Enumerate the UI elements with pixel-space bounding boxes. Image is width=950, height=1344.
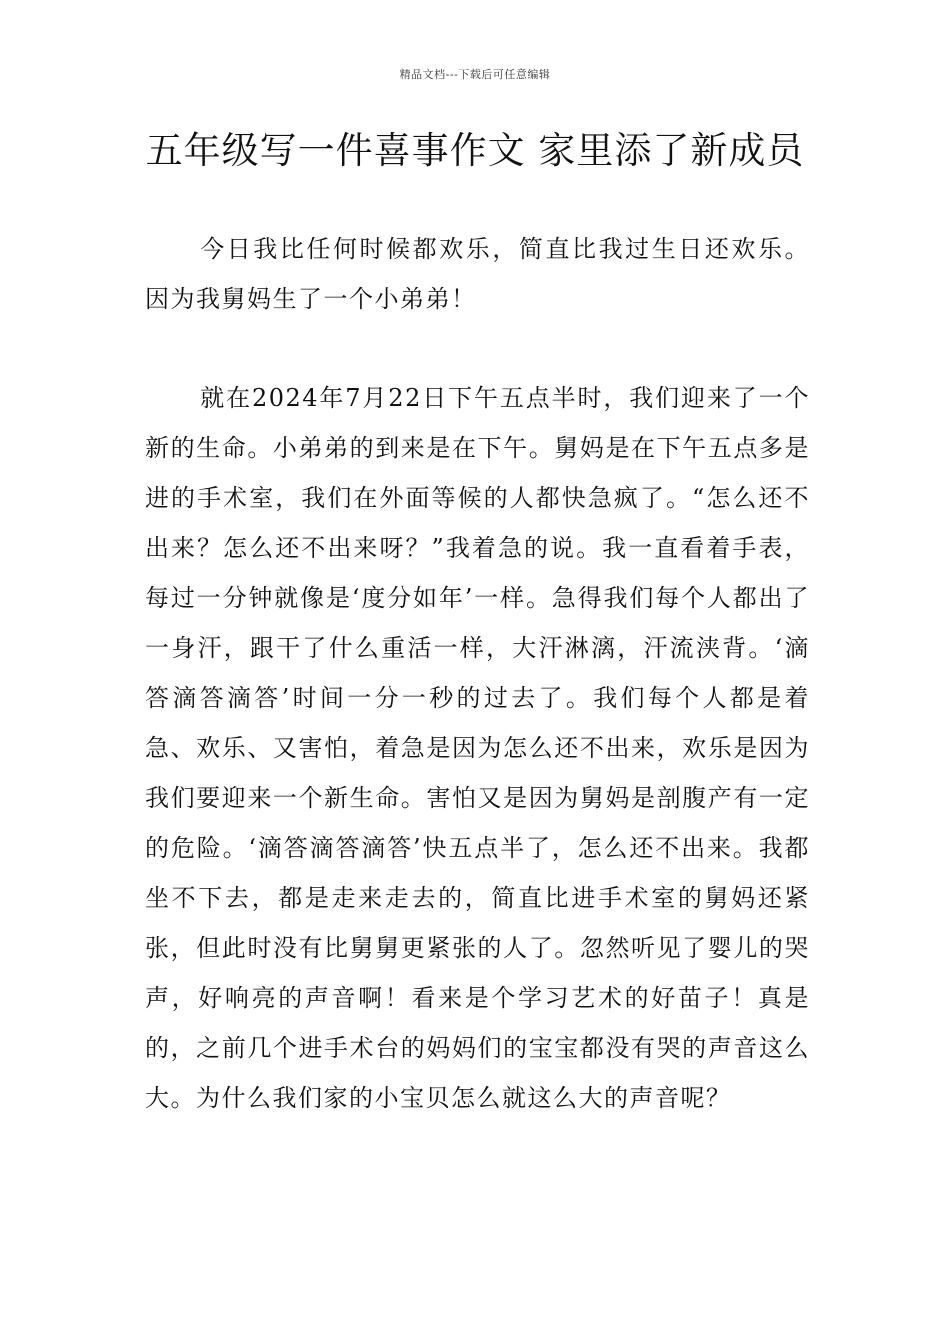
- document-title: 五年级写一件喜事作文 家里添了新成员: [145, 129, 805, 172]
- paragraph-block-2: [145, 373, 810, 1123]
- paragraph-1: 今日我比任何时候都欢乐，简直比我过生日还欢乐。因为我舅妈生了一个小弟弟！: [145, 235, 810, 313]
- header-note: 精品文档---下载后可任意编辑: [399, 68, 551, 81]
- paragraph-block-1: [145, 224, 810, 324]
- paragraph-2: 就在2024年7月22日下午五点半时，我们迎来了一个新的生命。小弟弟的到来是在下午。舅妈是在下午五点多是进的手术室，我们在外面等候的人都快急疯了。“怎么还不出来？怎么还不出来呀？”我着急的说。我一直看着手表，每过一分钟就像是‘度分如年’一样。急得我们每个人都出了一身汗，跟干了什么重活一样，大汗淋漓，汗流浃背。‘滴答滴答滴答’时间一分一秒的过去了。我们每个人都是着急、欢乐、又害怕，着急是因为怎么还不出来，欢乐是因为我们要迎来一个新生命。害怕又是因为舅妈是剖腹产有一定的危险。‘滴答滴答滴答’快五点半了，怎么还不出来。我都坐不下去，都是走来走去的，简直比进手术室的舅妈还紧张，但此时没有比舅舅更紧张的人了。忽然听见了婴儿的哭声，好响亮的声音啊！看来是个学习艺术的好苗子！真是的，之前几个进手术台的妈妈们的宝宝都没有哭的声音这么大。为什么我们家的小宝贝怎么就这么大的声音呢？: [145, 384, 810, 1112]
